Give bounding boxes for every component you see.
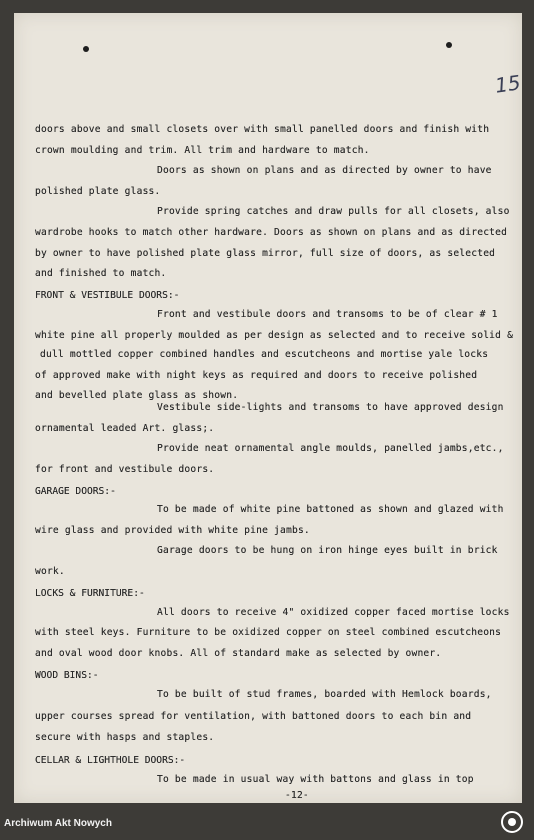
text-line: of approved make with night keys as required and doors to receive polished: [35, 370, 478, 381]
text-line: To be built of stud frames, boarded with Hemlock boards,: [157, 689, 492, 700]
text-line: and oval wood door knobs. All of standard make as selected by owner.: [35, 648, 442, 659]
text-line: crown moulding and trim. All trim and hardware to match.: [35, 145, 370, 156]
text-line: with steel keys. Furniture to be oxidized copper on steel combined escutcheons: [35, 627, 502, 638]
text-line: Garage doors to be hung on iron hinge eyes built in brick: [157, 545, 498, 556]
section-heading: LOCKS & FURNITURE:-: [35, 588, 145, 599]
text-line: Provide neat ornamental angle moulds, panelled jambs,etc.,: [157, 443, 504, 454]
text-line: by owner to have polished plate glass mirror, full size of doors, as selected: [35, 248, 496, 259]
text-line: To be made of white pine battoned as shown and glazed with: [157, 504, 504, 515]
text-line: Doors as shown on plans and as directed by owner to have: [157, 165, 492, 176]
logo-icon: [501, 811, 523, 833]
text-line: Front and vestibule doors and transoms to be of clear # 1: [157, 309, 498, 320]
page-footer-number: -12-: [285, 790, 309, 801]
archive-label: Archiwum Akt Nowych: [4, 818, 112, 829]
text-line: upper courses spread for ventilation, with battoned doors to each bin and: [35, 711, 472, 722]
section-heading: FRONT & VESTIBULE DOORS:-: [35, 290, 180, 301]
text-line: secure with hasps and staples.: [35, 732, 215, 743]
text-line: polished plate glass.: [35, 186, 161, 197]
text-line: ornamental leaded Art. glass;.: [35, 423, 215, 434]
text-line: for front and vestibule doors.: [35, 464, 215, 475]
text-line: and bevelled plate glass as shown.: [35, 390, 239, 401]
text-line: dull mottled copper combined handles and escutcheons and mortise yale locks: [40, 349, 489, 360]
text-line: Vestibule side-lights and transoms to have approved design: [157, 402, 504, 413]
text-line: wire glass and provided with white pine jambs.: [35, 525, 310, 536]
text-line: Provide spring catches and draw pulls for all closets, also: [157, 206, 510, 217]
text-line: All doors to receive 4" oxidized copper faced mortise locks: [157, 607, 510, 618]
text-line: To be made in usual way with battons and glass in top: [157, 774, 474, 785]
punch-hole-right: [446, 42, 452, 48]
section-heading: WOOD BINS:-: [35, 670, 99, 681]
text-line: and finished to match.: [35, 268, 167, 279]
punch-hole-left: [83, 46, 89, 52]
handwritten-page-number: 15: [493, 70, 522, 98]
section-heading: CELLAR & LIGHTHOLE DOORS:-: [35, 755, 186, 766]
text-line: doors above and small closets over with small panelled doors and finish with: [35, 124, 490, 135]
section-heading: GARAGE DOORS:-: [35, 486, 116, 497]
text-line: wardrobe hooks to match other hardware. Doors as shown on plans and as directed: [35, 227, 508, 238]
text-line: white pine all properly moulded as per design as selected and to receive solid &: [35, 330, 514, 341]
text-line: work.: [35, 566, 65, 577]
